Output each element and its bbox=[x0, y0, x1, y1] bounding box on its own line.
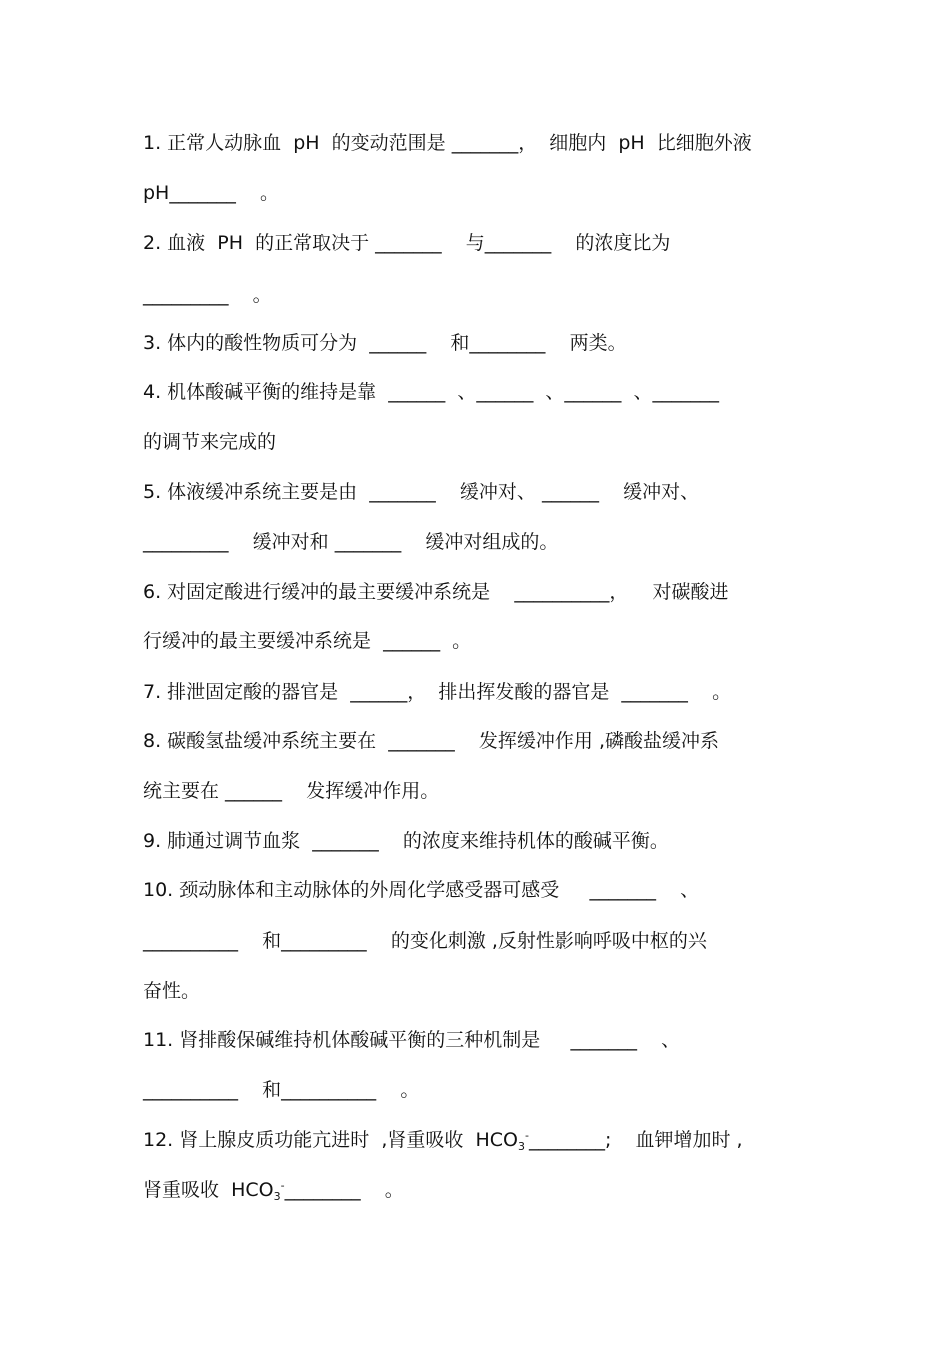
q9-line-1: 9. 肺通过调节血浆 _______ 的浓度来维持机体的酸碱平衡。 bbox=[143, 830, 669, 852]
q2-line-1: 2. 血液 PH 的正常取决于 _______ 与_______ 的浓度比为 bbox=[143, 232, 671, 254]
q12-line-1-superscript: - bbox=[524, 1129, 529, 1142]
q10-line-2: __________ 和_________ 的变化刺激 ,反射性影响呼吸中枢的兴 bbox=[143, 930, 707, 952]
q8-line-2: 统主要在 ______ 发挥缓冲作用。 bbox=[143, 780, 440, 802]
q12-line-2-subscript: 3 bbox=[273, 1190, 281, 1203]
q12-line-2 bbox=[143, 1178, 404, 1202]
q7-line-1: 7. 排泄固定酸的器官是 ______， 排出挥发酸的器官是 _______ 。 bbox=[143, 681, 732, 703]
q11-line-1: 11. 肾排酸保碱维持机体酸碱平衡的三种机制是 _______ 、 bbox=[143, 1029, 681, 1051]
q10-line-1: 10. 颈动脉体和主动脉体的外周化学感受器可感受 _______ 、 bbox=[143, 879, 700, 901]
q4-line-1: 4. 机体酸碱平衡的维持是靠 ______ 、______ 、______ 、_______ bbox=[143, 381, 719, 403]
q5-line-1: 5. 体液缓冲系统主要是由 _______ 缓冲对、 ______ 缓冲对、 bbox=[143, 481, 700, 503]
q12-line-2-text-a: 肾重吸收 HCO bbox=[143, 1179, 274, 1201]
q12-line-1 bbox=[143, 1128, 743, 1152]
q6-line-1: 6. 对固定酸进行缓冲的最主要缓冲系统是 __________， 对碳酸进 bbox=[143, 581, 729, 603]
q12-line-2-superscript: - bbox=[280, 1179, 285, 1192]
q12-line-1-text-a: 12. 肾上腺皮质功能亢进时 ,肾重吸收 HCO bbox=[143, 1129, 518, 1151]
q8-line-1: 8. 碳酸氢盐缓冲系统主要在 _______ 发挥缓冲作用 ,磷酸盐缓冲系 bbox=[143, 730, 719, 752]
q12-line-1-text-b: ________; 血钾增加时 , bbox=[528, 1129, 743, 1151]
q10-line-3: 奋性。 bbox=[143, 980, 201, 1002]
q1-line-2: pH_______ 。 bbox=[143, 182, 280, 204]
q2-line-2: _________ 。 bbox=[143, 284, 272, 306]
q12-line-1-subscript: 3 bbox=[517, 1140, 525, 1153]
q6-line-2: 行缓冲的最主要缓冲系统是 ______ 。 bbox=[143, 630, 472, 652]
q3-line-1: 3. 体内的酸性物质可分为 ______ 和________ 两类。 bbox=[143, 332, 627, 354]
q12-line-2-text-b: ________ 。 bbox=[284, 1179, 404, 1201]
q11-line-2: __________ 和__________ 。 bbox=[143, 1079, 420, 1101]
q5-line-2: _________ 缓冲对和 _______ 缓冲对组成的。 bbox=[143, 531, 559, 553]
q1-line-1: 1. 正常人动脉血 pH 的变动范围是 _______， 细胞内 pH 比细胞外液 bbox=[143, 132, 752, 154]
q4-line-2: 的调节来完成的 bbox=[143, 431, 277, 453]
